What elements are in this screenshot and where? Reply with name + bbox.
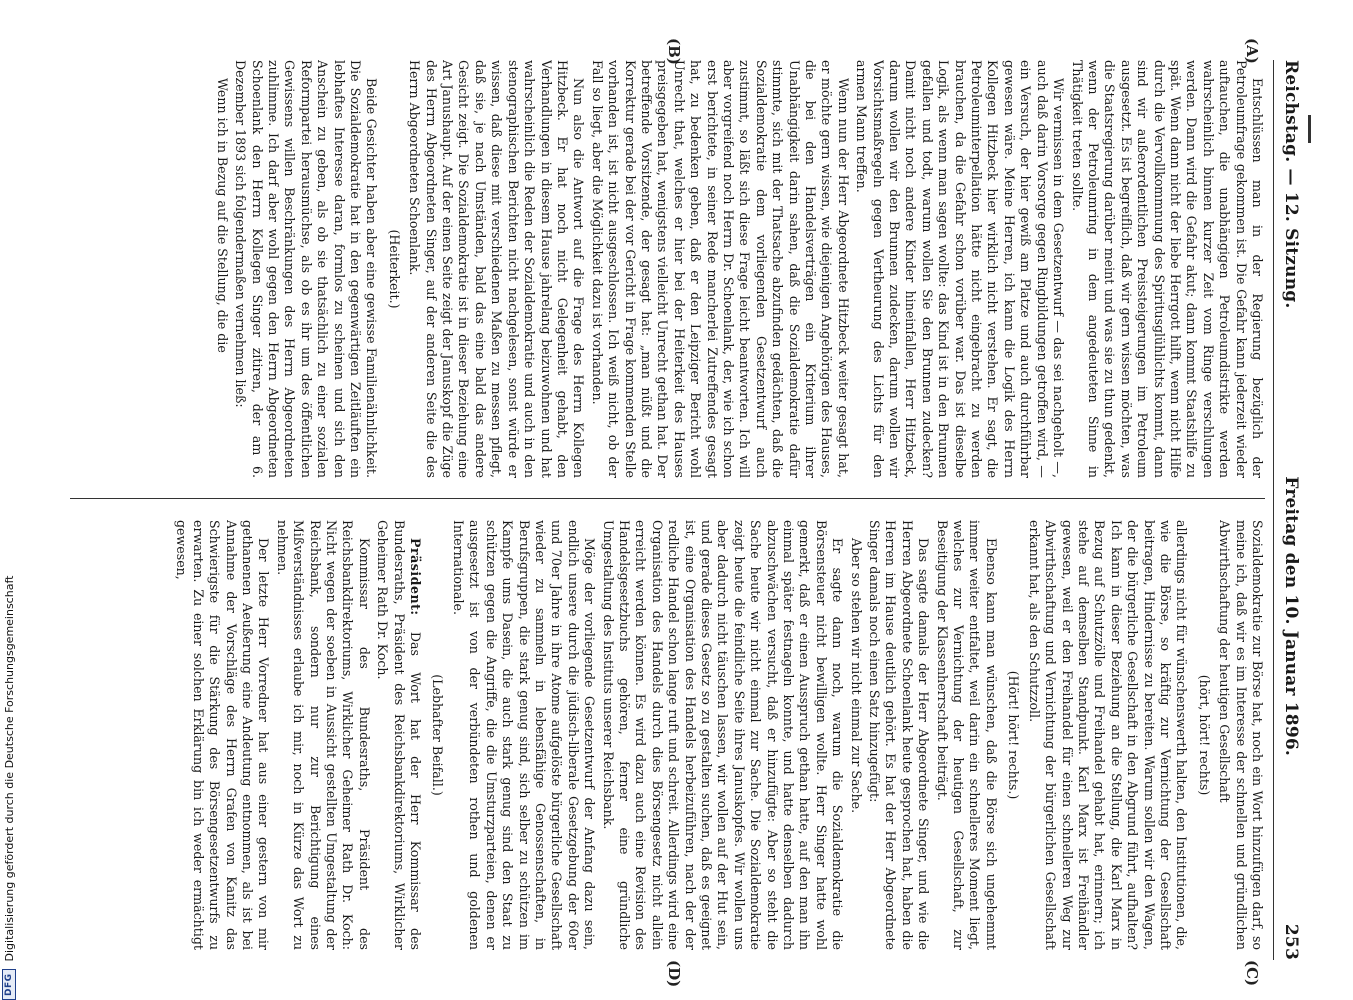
scan-mark bbox=[1308, 115, 1311, 143]
speaker-label: Präsident: bbox=[408, 538, 424, 616]
header-date: Freitag den 10. Januar 1896. bbox=[1281, 476, 1301, 757]
stage-direction: (Lebhafter Beifall.) bbox=[430, 674, 446, 796]
stage-direction: (Hört! hört! rechts.) bbox=[1006, 670, 1022, 800]
paragraph: Kommissar des Bundesraths, Präsident des Reichsbankdirektoriums, Wirklicher Geheimer Rath Dr. Koch: Nicht wegen der soeben in Aussicht gestellten Umgestaltung der Reichsbank, sondern nur zur Berichtigung eines Mißverständnisses erlaube ich mir, noch in Kürze das Wort zu nehmen. bbox=[274, 520, 372, 950]
page-number: 253 bbox=[1281, 923, 1301, 960]
paragraph: Möge der vorliegende Gesetzentwurf der Anfang dazu sein, endlich unsere durch die jüdisch-liberale Gesetzgebung der 60er und 70er Jahre in ihre Atome aufgelöste bürgerliche Gesellschaft wieder zu sammeln in lebensfähige Genossenschaften, in Berufsgruppen, die stark genug sind, sich selber zu schützen im Kampfe ums Dasein, die auch stark genug sind den Staat zu schützen gegen die Angriffe, die die Umsturzparteien, denen er ausgesetzt ist von der verbündeten rothen und goldenen Internationale. bbox=[450, 520, 598, 950]
credit-text: Digitalisierung gefördert durch die Deutsche Forschungsgemeinschaft bbox=[2, 575, 16, 962]
paragraph: Sozialdemokratie zur Börse hat, noch ein Wort hinzufügen darf, so meine ich, daß wir es im Interesse der schnellen und gründlichen Abwirthschaftung der heutigen Gesellschaft bbox=[1217, 520, 1265, 950]
paragraph: allerdings nicht für wünschenswerth halten, den Institutionen, die, wie die Börse, so kräftig zur Vernichtung der Gesellschaft beitragen, Hindernisse zu bereiten. Warum sollen wir den Wagen, der die bürgerliche Gesellschaft in den Abgrund führt, aufhalten? Ich kann in dieser Beziehung an die Stellung, die Karl Marx in Bezug auf Schutzzölle und Freihandel gehabt hat, erinnern; ich stehe auf demselben Standpunkt. Karl Marx ist Freihändler gewesen, weil er den Freihandel für einen schnelleren Weg zur Abwirthschaftung und Vernichtung der bürgerlichen Gesellschaft erkannt hat, als den Schutzzoll. bbox=[1026, 520, 1190, 950]
paragraph: Entschlüssen man in der Regierung bezüglich der Petroleumfrage gekommen ist. Die Gefahr kann jederzeit wieder auftauchen, die unabhängigen Petroleumdistrikte werden wahrscheinlich binnen kurzer Zeit vom Ringe verschlungen werden. Dann wird die Gefahr akut; dann kommt Staatshilfe zu spät. Wenn dann nicht der liebe Herrgott hilft, wenn nicht Hilfe durch die Vervollkommnung des Spiritusglühlichts kommt, dann sind wir außerordentlichen Preissteigerungen im Petroleum ausgesetzt. Es ist begreiflich, daß wir gern wissen möchten, was die Staatsregierung darüber meint und was sie zu thun gedenkt, wenn der Petroleumring in dem angedeuteten Sinne in Thätigkeit treten sollte. bbox=[1069, 60, 1265, 478]
paragraph: Der letzte Herr Vorredner hat aus einer gestern von mir gethanenen Aeußerung eine Andeutung entnommen, als ist bei Annahme der Vorschläge des Herrn Grafen von Kanitz das Schwierigste für die Stärkung des Börsengesetzentwurfs zu erwarten. Zu einer solchen Erklärung bin ich weder ermächtigt gewesen, bbox=[174, 520, 272, 950]
right-column bbox=[70, 520, 1265, 950]
header-left: Reichstag. — 12. Sitzung. bbox=[1281, 60, 1301, 309]
stage-direction: (Heiterkeit.) bbox=[386, 229, 402, 309]
margin-mark-a: (A) bbox=[1243, 38, 1261, 64]
paragraph: Nun also die Antwort auf die Frage des Herrn Kollegen Hitzbeck. Er hat noch nicht Gelegenheit gehabt, den Verhandlungen in diesem Hause jahrelang beizuwohnen und hat wahrscheinlich die Reden der Sozialdemokratie und auch in den stenographischen Berichten nicht nachgelesen, sonst würde er wissen, daß diese mit verschiedenen Maßen zu messen pflegt, daß sie, je nach Umständen, bald das eine bald das andere Gesicht zeigt. Die Sozialdemokratie ist in dieser Beziehung eine Art Janushaupt. Auf der einen Seite zeigt der Januskopf die Züge des Herrn Abgeordneten Singer, auf der anderen Seite die des Herrn Abgeordneten Schoenlank. bbox=[407, 60, 587, 478]
paragraph: Ebenso kann man wünschen, daß die Börse sich ungehemmt immer weiter entfaltet, weil darin ein schnelleres Moment liegt, welches zur Vernichtung der heutigen Gesellschaft, zur Beseitigung der Klassenherrschaft beiträgt. bbox=[934, 520, 999, 950]
paragraph: Wenn nun der Herr Abgeordnete Hitzbeck weiter gesagt hat, er möchte gern wissen, wie diejenigen Angehörigen des Hauses, die bei den Handelsverträgen ein Kriterium ihrer Unabhängigkeit darin sahen, daß die Sozialdemokratie dafür stimmte, sich mit der Thatsache abzufinden gedächten, daß die Sozialdemokratie dem vorliegenden Gesetzentwurf auch zustimmt, so läßt sich diese Frage leicht beantworten. Ich will aber vorgreifend noch Herrn Dr. Schoenlank, der, wie ich schon erst berichtete, in seiner Rede mancherlei Zutreffendes gesagt hat, zu bedenken geben, daß er den Leipziger Bericht wohl Unrecht that, welches er hier bei der Heiterkeit des Hauses preisgegeben hat, wenigstens vielleicht Unrecht gethan hat. Der betreffende Vorsitzende, der gesagt hat: „man nüßt und die Korrektur gerade bei der vor Gericht in Frage kommenden Stelle vorhanden ist, ist nicht ausgeschlossen. Ich weiß nicht, ob der Fall so liegt, aber die Möglichkeit dazu ist vorhanden. bbox=[589, 60, 851, 478]
paragraph: Präsident: Das Wort hat der Herr Kommissar des Bundesraths, Präsident des Reichsbankdirektoriums, Wirklicher Geheimer Rath Dr. Koch. bbox=[375, 520, 424, 950]
digitization-credit bbox=[0, 0, 18, 1000]
paragraph: Wir vermissen in dem Gesetzentwurf — das sei nachgeholt —, auch daß darin Vorsorge gegen Ringbildungen getroffen wird, — ein Versuch, der hier gewiß am Platze und auch durchführbar gewesen wäre. Meine Herren, ich kann die Logik des Herrn Kollegen Hitzbeck hier wirklich nicht verstehen. Er sagt, die Petroleuminterpellation hätte nicht eingebracht zu werden brauchen, da die Gefahr schon vorüber war. Das ist dieselbe Logik, als wenn man sagen wollte: das Kind ist in den Brunnen gefallen und todt, warum wollen Sie den Brunnen zudecken? Damit nicht noch andere Kinder hineinfallen, Herr Hitzbeck, darum wollen wir den Brunnen zudecken, darum wollen wir Vorsichtsmaßregeln gegen Vertheurung des Lichts für den armen Mann treffen. bbox=[854, 60, 1067, 478]
margin-mark-c: (C) bbox=[1243, 960, 1261, 987]
dfg-logo: DFG bbox=[2, 969, 16, 1000]
paragraph: Beide Gesichter haben aber eine gewisse Familienähnlichkeit. Die Sozialdemokratie hat in den gegenwärtigen Zeitläuften ein lebhaftes Interesse daran, formlos zu scheinen und sich den Anschein zu geben, als ob sie thatsächlich zu einer sozialen Reformpartei herausmüchse, als ob es ihr um des öffentlichen Gewissens willen Beschränkungen des Herrn Abgeordneten zuhlimme. Ich darf aber wohl gegen den Herrn Abgeordneten Schoenlank den Herrn Kollegen Singer zitiren, der am 6. Dezember 1893 sich folgendermaßen vernehmen ließ: bbox=[233, 60, 380, 478]
margin-mark-d: (D) bbox=[665, 960, 683, 988]
paragraph: Er sagte dann noch, warum die Sozialdemokratie die Börsensteuer nicht bewilligen wollte. Herr Singer hatte wohl gemerkt, daß er einen Ausspruch gethan hatte, auf den man ihn einmal später festnageln konnte, und hatte denselben dadurch abzuschwächen versucht, daß er hinzufügte: Aber so steht die Sache heute wir nicht einmal zur Sache. Die Sozialdemokratie zeigt heute die feindliche Seite ihres Januskopfes. Wir wollen uns aber dadurch nicht täuschen lassen, wir wollen auf der Hut sein, und gerade dieses Gesetz so zu gestalten suchen, daß es geeignet ist, eine Organisation des Handels herbeizuführen, nach der der redliche Handel schon lange ruft und schreit. Allerdings wird eine Organisation des Handels durch dies Börsengesetz nicht allein erreicht werden können. Es wird dazu auch eine Revision des Handelsgesetzbuchs gehören, ferner eine gründliche Umgestaltung des Instituts unserer Reichsbank. bbox=[600, 520, 846, 950]
paragraph: Aber so stehen wir nicht einmal zur Sache. bbox=[848, 538, 864, 814]
margin-mark-b: (B) bbox=[665, 38, 683, 65]
running-header bbox=[1273, 60, 1308, 960]
left-column bbox=[70, 60, 1265, 478]
stage-direction: (hört, hört! rechts) bbox=[1196, 674, 1212, 796]
paragraph: Das sagte damals der Herr Abgeordnete Singer, und wie die Herren Abgeordnete Schoenlank heute gesprochen hat, haben die Herren im Hause deutlich gehört. Es hat der Herr Abgeordnete Singer damals noch einen Satz hinzugefügt: bbox=[867, 520, 932, 950]
column-divider bbox=[70, 498, 1265, 499]
paragraph: Wenn ich in Bezug auf die Stellung, die die bbox=[214, 78, 230, 353]
